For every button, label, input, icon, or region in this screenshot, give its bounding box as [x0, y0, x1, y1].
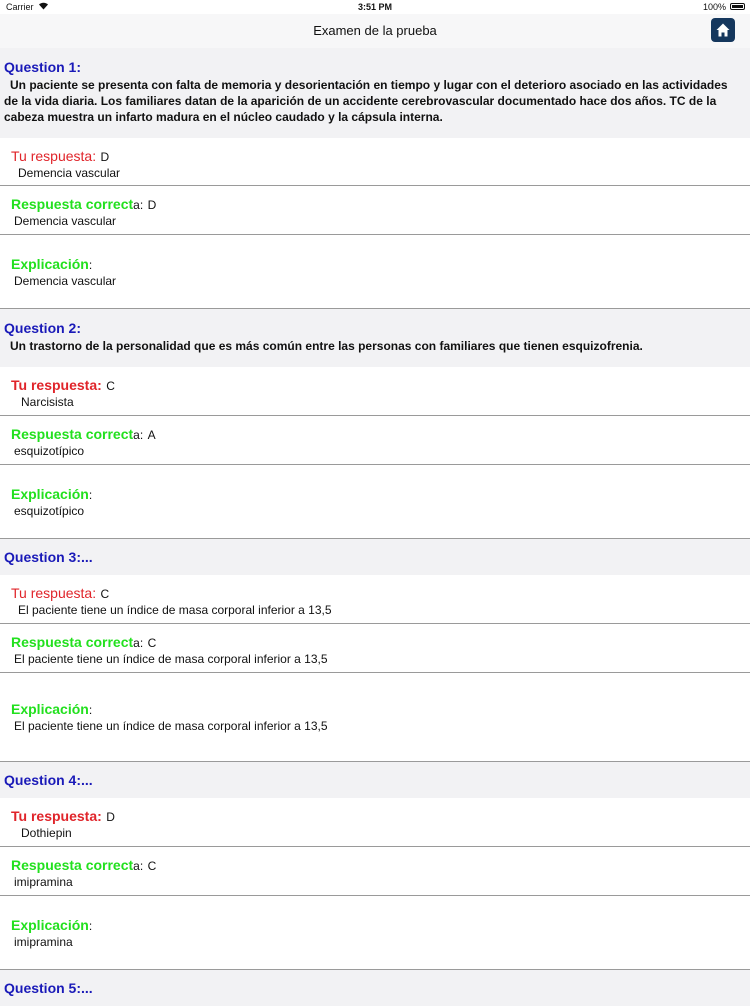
your-answer-row [0, 367, 750, 416]
your-answer-row [0, 575, 750, 624]
correct-answer-text: imipramina [14, 875, 73, 889]
explanation-label: Explicación [11, 256, 89, 272]
question-title: Question 5:... [4, 980, 93, 996]
correct-answer-letter: C [147, 636, 157, 650]
correct-answer-row: Respuesta correcta: C imipramina [0, 847, 750, 896]
status-time: 3:51 PM [357, 2, 392, 12]
correct-answer-text: El paciente tiene un índice de masa corporal inferior a 13,5 [14, 652, 328, 666]
correct-answer-row: Respuesta correcta: D Demencia vascular [0, 186, 750, 235]
question-title: Question 4:... [4, 772, 93, 788]
question-header: Question 2: Un trastorno de la personalidad que es más común entre las personas con familiares que tienen esquizofrenia. [0, 309, 750, 367]
your-answer-text: Narcisista [21, 395, 74, 409]
home-icon [715, 22, 731, 38]
your-answer-label: Tu respuesta: [11, 377, 102, 393]
your-answer-letter: D [100, 150, 110, 164]
question-header[interactable] [0, 970, 750, 1006]
question-header[interactable] [0, 762, 750, 798]
battery-percent: 100% [702, 2, 726, 12]
your-answer-row [0, 798, 750, 847]
explanation-text: Demencia vascular [14, 274, 117, 288]
page-title: Examen de la prueba [313, 23, 437, 38]
results-list[interactable] [0, 48, 750, 1006]
correct-answer-label: Respuesta correct [11, 857, 134, 873]
carrier-label: Carrier [6, 2, 34, 12]
home-button[interactable] [711, 18, 735, 42]
correct-answer-label: Respuesta correct [11, 634, 134, 650]
correct-answer-label: Respuesta correct [11, 426, 134, 442]
your-answer-letter: C [100, 587, 110, 601]
your-answer-row [0, 138, 750, 186]
explanation-label: Explicación [11, 486, 89, 502]
correct-answer-letter: A [147, 428, 156, 442]
your-answer-label: Tu respuesta: [11, 808, 102, 824]
your-answer-text: Dothiepin [21, 826, 72, 840]
explanation-row: Explicación: esquizotípico [0, 465, 750, 539]
explanation-row: Explicación: Demencia vascular [0, 235, 750, 309]
battery-icon [730, 3, 745, 10]
your-answer-label: Tu respuesta: [11, 585, 97, 601]
question-header: Question 1: Un paciente se presenta con falta de memoria y desorientación en tiempo y lugar con el deterioro asociado en las actividades de la vida diaria. Los familiares datan de la aparición de un accidente cerebrovascular documentado hace dos años. TC de la cabeza muestra un infarto madura en el núcleo caudado y la cápsula interna. [0, 48, 750, 138]
question-title: Question 1 [4, 59, 77, 75]
question-text: Un paciente se presenta con falta de memoria y desorientación en tiempo y lugar con el deterioro asociado en las actividades de la vida diaria. Los familiares datan de la aparición de un accidente cerebrovascular documentado hace dos años. TC de la cabeza muestra un infarto madura en el núcleo caudado y la cápsula interna. [4, 78, 728, 124]
correct-answer-label: Respuesta correct [11, 196, 134, 212]
question-title: Question 3:... [4, 549, 93, 565]
explanation-label: Explicación [11, 917, 89, 933]
explanation-label: Explicación [11, 701, 89, 717]
explanation-row: Explicación: El paciente tiene un índice de masa corporal inferior a 13,5 [0, 673, 750, 762]
your-answer-label: Tu respuesta: [11, 148, 97, 164]
navigation-bar [0, 14, 750, 49]
your-answer-letter: D [106, 810, 115, 824]
correct-answer-row: Respuesta correcta: C El paciente tiene un índice de masa corporal inferior a 13,5 [0, 624, 750, 673]
your-answer-text: El paciente tiene un índice de masa corporal inferior a 13,5 [18, 603, 332, 617]
question-title: Question 2 [4, 320, 77, 336]
correct-answer-letter: D [147, 198, 157, 212]
explanation-text: esquizotípico [14, 504, 85, 518]
question-text: Un trastorno de la personalidad que es más común entre las personas con familiares que tienen esquizofrenia. [10, 339, 643, 353]
your-answer-text: Demencia vascular [18, 166, 121, 180]
correct-answer-row: Respuesta correcta: A esquizotípico [0, 416, 750, 465]
correct-answer-letter: C [147, 859, 157, 873]
your-answer-letter: C [106, 379, 115, 393]
status-bar [0, 0, 750, 14]
question-header[interactable] [0, 539, 750, 575]
correct-answer-text: esquizotípico [14, 444, 85, 458]
explanation-text: El paciente tiene un índice de masa corporal inferior a 13,5 [14, 719, 328, 733]
correct-answer-text: Demencia vascular [14, 214, 117, 228]
explanation-row: Explicación: imipramina [0, 896, 750, 970]
explanation-text: imipramina [14, 935, 73, 949]
